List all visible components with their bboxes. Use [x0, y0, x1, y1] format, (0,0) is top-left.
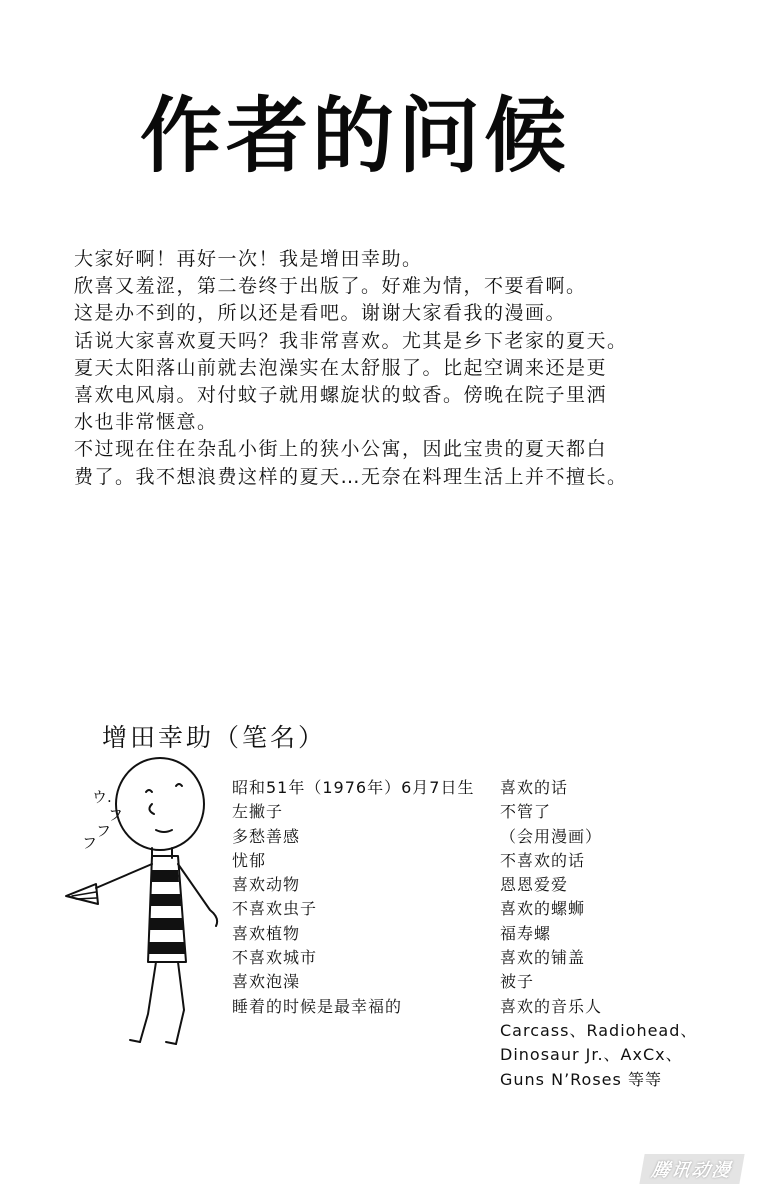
profile-item: 喜欢的螺蛳	[500, 899, 586, 919]
profile-item: 忧郁	[232, 850, 267, 870]
profile-item: 昭和51年（1976年）6月7日生	[232, 778, 475, 797]
profile-item: 喜欢植物	[232, 923, 301, 943]
figure-sound-text: フ	[96, 822, 112, 840]
watermark-logo: 腾讯动漫	[639, 1154, 744, 1184]
greeting-line: 喜欢电风扇。对付蚊子就用螺旋状的蚊香。傍晚在院子里洒	[74, 383, 608, 406]
profile-item: 睡着的时候是最幸福的	[232, 996, 403, 1016]
greeting-text	[74, 246, 714, 491]
figure-leg-right	[176, 962, 184, 1044]
greeting-line: 大家好啊！再好一次！我是增田幸助。	[74, 248, 423, 270]
profile-right-column	[500, 776, 697, 1092]
profile-item: Carcass、Radiohead、	[500, 1020, 698, 1040]
profile-item: 多愁善感	[232, 826, 301, 846]
profile-item: 喜欢泡澡	[232, 972, 301, 992]
figure-mouth	[156, 830, 172, 832]
figure-leg-left	[140, 962, 156, 1042]
profile-item: 喜欢的铺盖	[500, 948, 586, 968]
figure-eye	[146, 790, 152, 792]
figure-arm-right	[178, 864, 217, 926]
figure-sound-text: フ	[82, 834, 98, 852]
figure-head	[116, 758, 204, 850]
greeting-line: 话说大家喜欢夏天吗？我非常喜欢。尤其是乡下老家的夏天。	[74, 329, 628, 352]
figure-nose	[149, 804, 154, 814]
author-pen-name: 增田幸助（笔名）	[102, 723, 327, 752]
profile-item: 不喜欢城市	[232, 948, 318, 968]
greeting-line: 这是办不到的，所以还是看吧。谢谢大家看我的漫画。	[74, 302, 567, 325]
profile-item: Guns N’Roses 等等	[500, 1069, 662, 1089]
greeting-line: 夏天太阳落山前就去泡澡实在太舒服了。比起空调来还是更	[74, 356, 608, 379]
profile-item: 福寿螺	[500, 923, 552, 943]
profile-item: 不管了	[500, 802, 552, 822]
profile-item: 喜欢动物	[232, 875, 301, 895]
profile-item: 被子	[500, 972, 535, 992]
page-title: 作者的问候	[140, 89, 571, 184]
profile-item: Dinosaur Jr.、AxCx、	[500, 1045, 683, 1065]
greeting-line: 不过现在住在杂乱小街上的狭小公寓，因此宝贵的夏天都白	[74, 438, 608, 461]
figure-arm-left	[96, 864, 152, 888]
figure-sound-text: ウ.	[92, 788, 112, 806]
profile-item: 恩恩爱爱	[500, 875, 569, 895]
author-doodle-figure	[56, 752, 236, 1052]
greeting-line: 费了。我不想浪费这样的夏天…无奈在料理生活上并不擅长。	[74, 465, 628, 488]
greeting-line: 欣喜又羞涩，第二卷终于出版了。好难为情，不要看啊。	[74, 275, 587, 298]
profile-item: 不喜欢虫子	[232, 899, 318, 919]
figure-sound-text: フ	[108, 806, 124, 824]
profile-item: 喜欢的话	[500, 778, 569, 797]
profile-item: （会用漫画）	[500, 826, 603, 846]
profile-left-column	[232, 776, 474, 1019]
figure-eye	[176, 784, 182, 786]
profile-item: 喜欢的音乐人	[500, 996, 603, 1016]
greeting-line: 水也非常惬意。	[74, 411, 218, 434]
profile-item: 左撇子	[232, 802, 284, 822]
profile-item: 不喜欢的话	[500, 850, 586, 870]
